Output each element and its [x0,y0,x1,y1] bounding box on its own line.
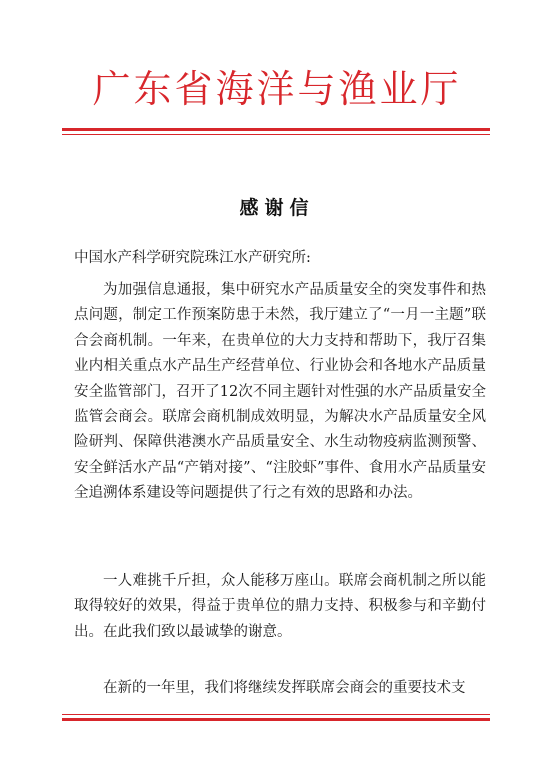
letterhead-divider-thick [62,128,490,131]
letter-paragraph-2: 一人难挑千斤担，众人能移万座山。联席会商机制之所以能取得较好的效果，得益于贵单位的鼎力支持、积极参与和辛勤付出。在此我们致以最诚挚的谢意。 [74,573,486,640]
footer-divider-thick [62,718,490,721]
letterhead-org-name: 广东省海洋与渔业厅 [92,67,462,111]
letter-paragraph-1: 为加强信息通报，集中研究水产品质量安全的突发事件和热点问题，制定工作预案防患于未然，我厅建立了“一月一主题”联合会商机制。一年来，在贵单位的大力支持和帮助下，我厅召集业内相关重点水产品生产经营单位、行业协会和各地水产品质量安全监管部门，召开了12次不同主题针对性强的水产品质量安全监管会商会。联席会商机制成效明显，为解决水产品质量安全风险研判、保障供港澳水产品质量安全、水生动物疫病监测预警、安全鲜活水产品“产销对接”、“注胶虾”事件、食用水产品质量安全追溯体系建设等问题提供了行之有效的思路和办法。 [74,282,486,502]
letter-salutation: 中国水产科学研究院珠江水产研究所: [74,250,311,266]
letterhead-divider-thin [62,134,490,135]
letter-title: 感谢信 [239,197,315,219]
footer-divider-thin [62,714,490,715]
letter-paragraph-3: 在新的一年里，我们将继续发挥联席会商会的重要技术支 [103,680,466,696]
